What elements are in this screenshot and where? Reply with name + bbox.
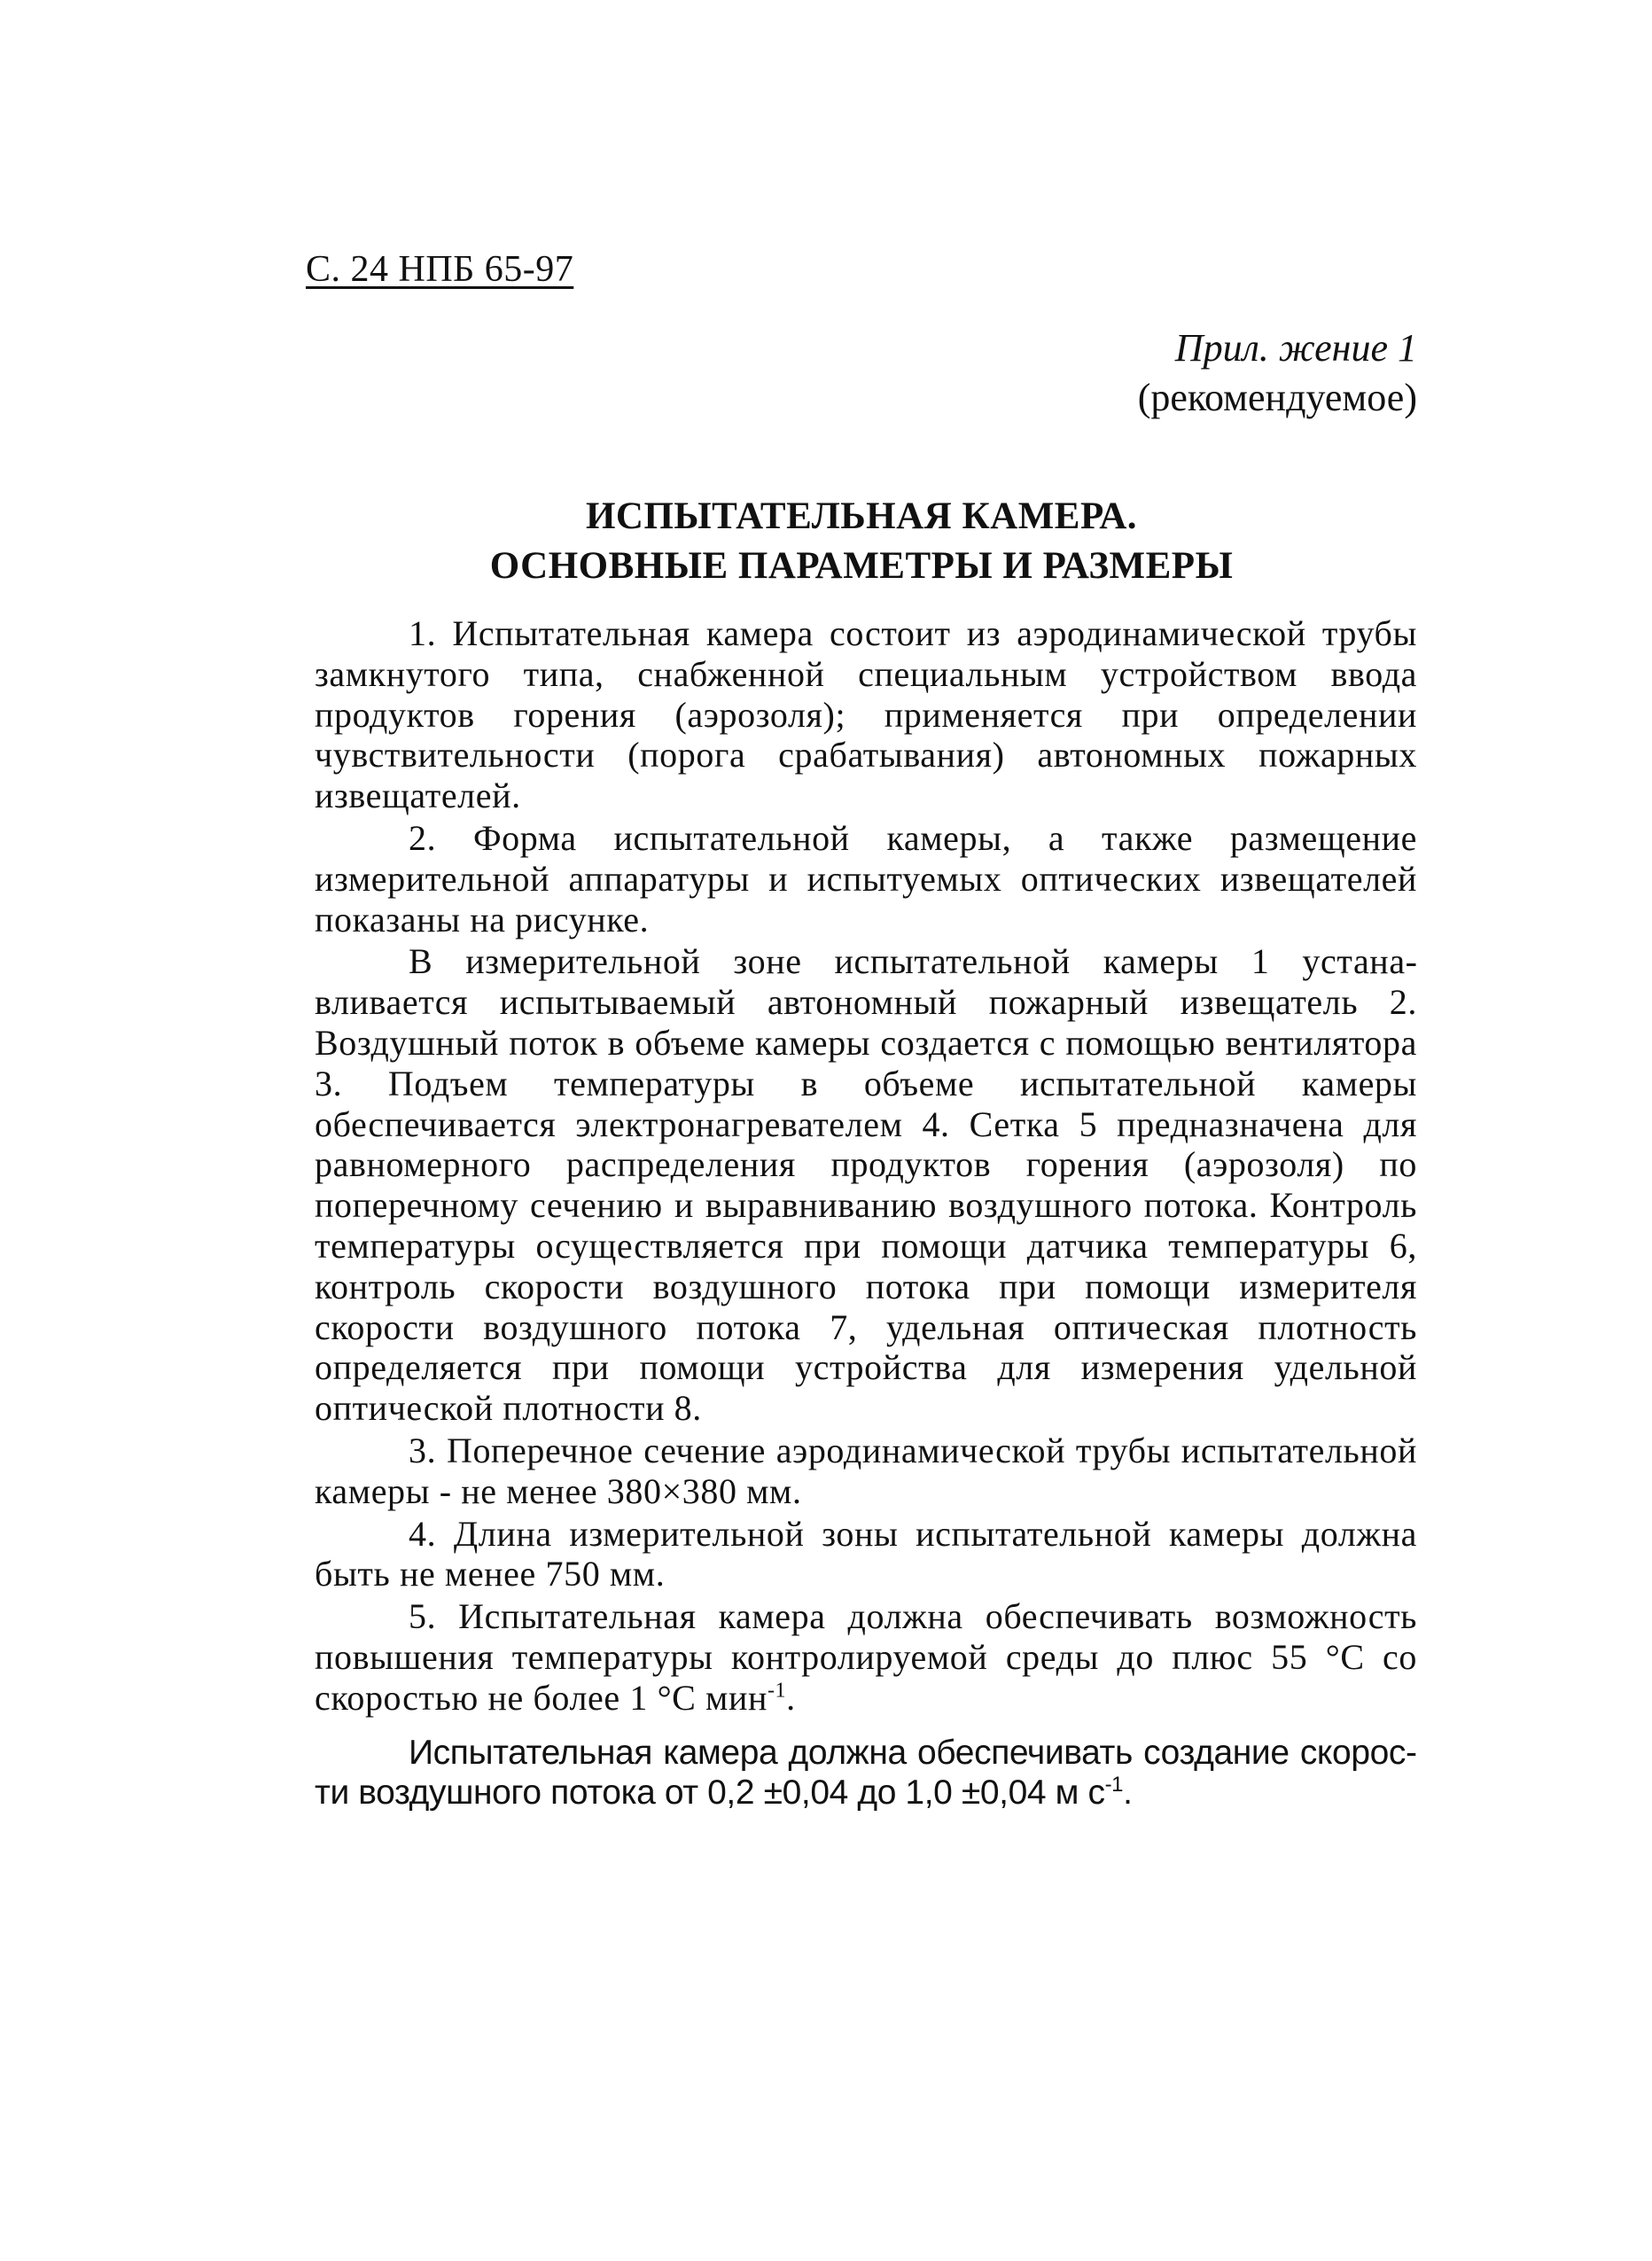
paragraph-6-exponent: -1 — [767, 1679, 787, 1703]
page-header: С. 24 НПБ 65-97 — [306, 249, 574, 290]
section-title-line-2: ОСНОВНЫЕ ПАРАМЕТРЫ И РАЗМЕРЫ — [489, 545, 1234, 587]
body-text — [315, 613, 1417, 1815]
paragraph-7-text: Испытательная камера должна обеспечивать создание скорости воздушного потока от 0,2 ±0,04 до 1,0 ±0,04 м с — [315, 1733, 1417, 1813]
paragraph-7 — [315, 1733, 1417, 1814]
paragraph-6-text: 5. Испытательная камера должна обеспечивать возможность повышения температуры контролируемой среды до плюс 55 °С со скоростью не более 1 °С мин — [315, 1596, 1417, 1718]
paragraph-7-exponent: -1 — [1104, 1773, 1124, 1797]
appendix-subtitle: (рекомендуемое) — [1137, 376, 1417, 419]
paragraph-4: 3. Поперечное сечение аэродинамической трубы испытательной камеры - не менее 380×380 мм. — [315, 1430, 1417, 1511]
appendix-title: Прил. жение 1 — [1174, 326, 1417, 370]
paragraph-6-end: . — [786, 1677, 796, 1718]
paragraph-1: 1. Испытательная камера состоит из аэродинамической трубы замкнутого типа, снабженной специальным устройством ввода продуктов горения (аэрозоля); применяется при определении чувствительности (порога срабатывания) автономных пожарных извещателей. — [315, 613, 1417, 816]
section-title — [306, 492, 1417, 591]
paragraph-2: 2. Форма испытательной камеры, а также размещение измерительной аппаратуры и испытуемых оптических извещателей показаны на рисунке. — [315, 817, 1417, 939]
paragraph-7-end: . — [1123, 1774, 1133, 1813]
section-title-line-1: ИСПЫТАТЕЛЬНАЯ КАМЕРА. — [585, 495, 1138, 537]
paragraph-5: 4. Длина измерительной зоны испытательной камеры должна быть не менее 750 мм. — [315, 1513, 1417, 1594]
paragraph-3: В измерительной зоне испытательной камеры 1 устанавливается испытываемый автономный пожарный извещатель 2. Воздушный поток в объеме камеры создается с помощью вентилятора 3. Подъем температуры в объеме испытательной камеры обеспечивается электронагревателем 4. Сетка 5 предназначена для равномерного распределения продуктов горения (аэрозоля) по поперечному сечению и выравниванию воздушного потока. Контроль температуры осуществляется при помощи датчика температуры 6, контроль скорости воздушного потока при помощи измерителя скорости воздушного потока 7, удельная оптическая плотность определяется при помощи устройства для измерения удельной оптической плотности 8. — [315, 941, 1417, 1429]
appendix-label — [1138, 324, 1417, 423]
paragraph-6 — [315, 1596, 1417, 1718]
